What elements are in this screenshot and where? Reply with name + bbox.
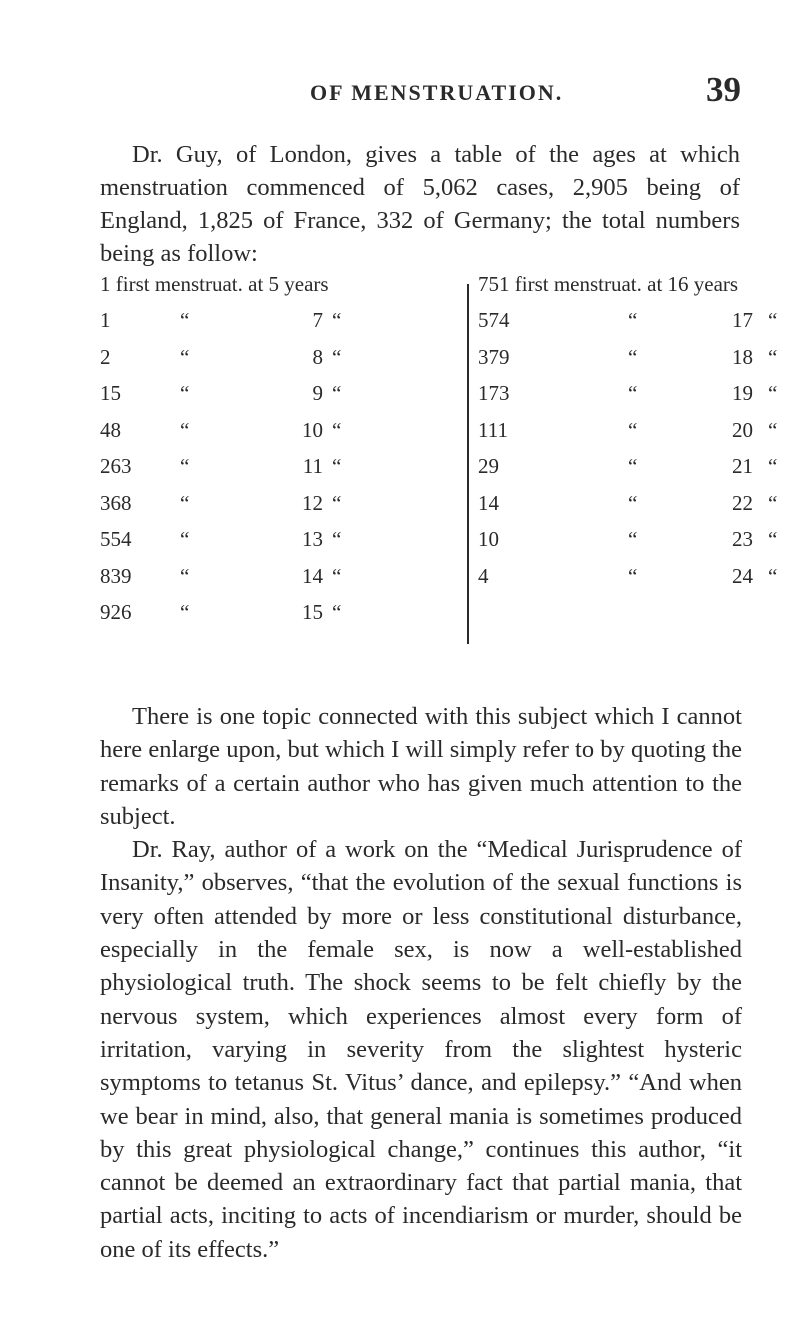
table-row [100, 381, 400, 415]
ditto-mark: “ [332, 563, 342, 588]
table-row [100, 564, 400, 598]
ditto-mark: “ [768, 454, 778, 478]
row-count: 173 [478, 381, 510, 405]
table-right-header: 751 first menstruat. at 16 years [478, 272, 739, 296]
table-row [478, 345, 778, 379]
ditto-mark: “ [768, 381, 778, 405]
ditto-mark: “ [628, 417, 638, 442]
ditto-mark: “ [628, 344, 638, 369]
row-age: 20 [732, 417, 753, 442]
table-row [100, 491, 400, 525]
row-count: 926 [100, 600, 132, 624]
row-age: 10 [302, 417, 323, 442]
table-row [100, 345, 400, 379]
table-row [478, 381, 778, 415]
row-count: 10 [478, 527, 499, 551]
ditto-mark: “ [332, 490, 342, 515]
ditto-mark: “ [628, 381, 638, 405]
ditto-mark: “ [628, 563, 638, 588]
running-title: OF MENSTRUATION. [310, 80, 564, 105]
row-age: 24 [732, 563, 753, 588]
page-number: 39 [706, 70, 741, 109]
row-count: 839 [100, 563, 132, 588]
ditto-mark: “ [628, 454, 638, 478]
row-count: 379 [478, 344, 510, 369]
row-count: 2 [100, 344, 111, 369]
row-age: 11 [302, 454, 323, 478]
ditto-mark: “ [768, 308, 778, 332]
row-count: 14 [478, 490, 499, 515]
table-row [100, 418, 400, 452]
row-age: 17 [732, 308, 753, 332]
table-row [478, 308, 778, 342]
ditto-mark: “ [768, 490, 778, 515]
ditto-mark: “ [332, 454, 342, 478]
ditto-mark: “ [768, 344, 778, 369]
table-divider [467, 284, 469, 644]
row-count: 263 [100, 454, 132, 478]
running-head [0, 58, 800, 108]
row-age: 18 [732, 344, 753, 369]
table-left-header: 1 first menstruat. at 5 years [100, 272, 329, 296]
row-count: 48 [100, 417, 121, 442]
row-age: 21 [732, 454, 753, 478]
ditto-mark: “ [332, 344, 342, 369]
table-row [100, 527, 400, 561]
ditto-mark: “ [180, 344, 190, 369]
row-count: 574 [478, 308, 510, 332]
ditto-mark: “ [768, 417, 778, 442]
row-age: 13 [302, 527, 323, 551]
row-age: 22 [732, 490, 753, 515]
row-count: 29 [478, 454, 499, 478]
ditto-mark: “ [332, 308, 342, 332]
row-age: 23 [732, 527, 753, 551]
ditto-mark: “ [628, 490, 638, 515]
ditto-mark: “ [180, 454, 190, 478]
row-age: 8 [312, 344, 323, 369]
row-count: 554 [100, 527, 132, 551]
table-row [478, 418, 778, 452]
menstruation-age-table [100, 272, 778, 682]
table-row [100, 308, 400, 342]
ditto-mark: “ [180, 381, 190, 405]
ditto-mark: “ [180, 308, 190, 332]
intro-paragraph [100, 138, 740, 270]
row-age: 19 [732, 381, 753, 405]
ditto-mark: “ [768, 527, 778, 551]
table-row [100, 454, 400, 488]
table-row [478, 564, 778, 598]
ditto-mark: “ [628, 308, 638, 332]
row-count: 4 [478, 563, 489, 588]
intro-text: Dr. Guy, of London, gives a table of the ages at which menstruation commenced of 5,062 cases, 2,905 being of England, 1,825 of France, 332 of Germany; the total numbers being as follow: [100, 141, 740, 267]
table-row [478, 527, 778, 561]
ditto-mark: “ [332, 600, 342, 624]
row-age: 14 [302, 563, 323, 588]
ditto-mark: “ [180, 600, 190, 624]
row-age: 9 [312, 381, 323, 405]
paragraph-dr-ray-quote: Dr. Ray, author of a work on the “Medical Jurisprudence of Insanity,” observes, “that the evolution of the sexual functions is very often attended by more or less constitutional disturbance, especially in the female sex, is now a well-established physiological truth. The shock seems to be felt chiefly by the nervous system, which experiences almost every form of irritation, varying in severity from the slightest hysteric symptoms to tetanus St. Vitus’ dance, and epilepsy.” “And when we bear in mind, also, that general mania is sometimes produced by this great physiological change,” continues this author, “it cannot be deemed an extraordinary fact that partial mania, that partial acts, inciting to acts of incendiarism or murder, should be one of its effects.” [100, 836, 742, 1263]
ditto-mark: “ [768, 563, 778, 588]
row-count: 368 [100, 490, 132, 515]
ditto-mark: “ [332, 381, 342, 405]
ditto-mark: “ [180, 417, 190, 442]
row-age: 7 [312, 308, 323, 332]
table-row [478, 454, 778, 488]
table-row [478, 491, 778, 525]
ditto-mark: “ [628, 527, 638, 551]
paragraph-topic: There is one topic connected with this subject which I cannot here enlarge upon, but which I will simply refer to by quoting the remarks of a certain author who has given much attention to the subject. [100, 703, 742, 830]
table-row [100, 600, 400, 634]
row-age: 15 [302, 600, 323, 624]
body-text [100, 700, 742, 1266]
row-age: 12 [302, 490, 323, 515]
ditto-mark: “ [332, 417, 342, 442]
ditto-mark: “ [332, 527, 342, 551]
row-count: 111 [478, 417, 508, 442]
row-count: 1 [100, 308, 111, 332]
ditto-mark: “ [180, 490, 190, 515]
row-count: 15 [100, 381, 121, 405]
ditto-mark: “ [180, 527, 190, 551]
ditto-mark: “ [180, 563, 190, 588]
